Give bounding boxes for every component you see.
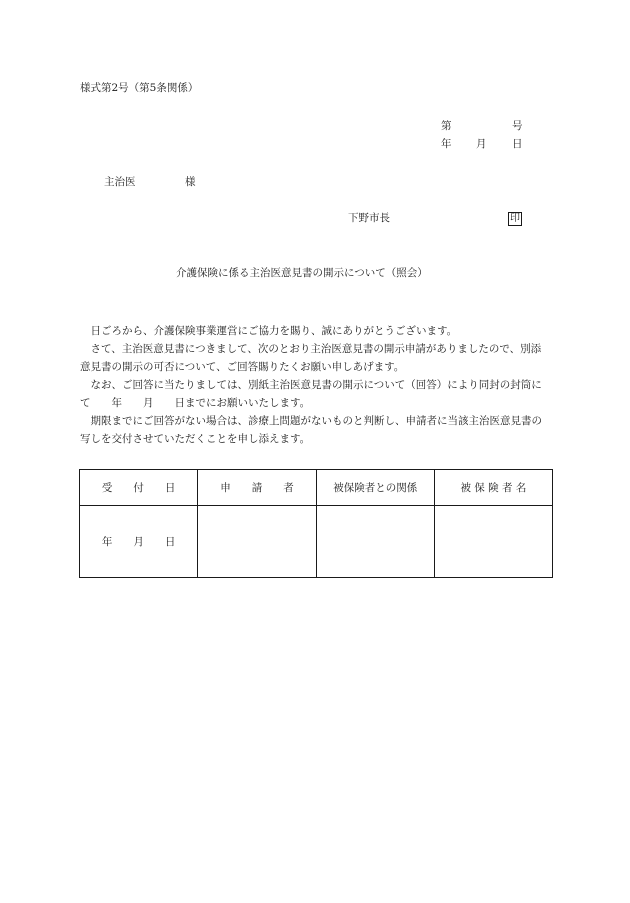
- table-header-row: [80, 470, 553, 506]
- cell-reception-date: 年 月 日: [80, 506, 198, 578]
- header-insured-name: 被 保 険 者 名: [434, 470, 552, 506]
- seal-mark: [508, 212, 522, 226]
- addressee-honorific: 様: [185, 176, 196, 188]
- sender-name: 下野市長: [348, 212, 390, 224]
- cell-applicant: [198, 506, 316, 578]
- application-table: [79, 469, 553, 578]
- doc-number-dai: 第: [441, 120, 452, 132]
- body-paragraph-4: 期限までにご回答がない場合は、診療上問題がないものと判断し、申請者に当該主治医意見書の写しを交付させていただくことを申し添えます。: [80, 415, 542, 445]
- date-day: 日: [512, 138, 523, 150]
- header-relationship: 被保険者との関係: [316, 470, 434, 506]
- cell-insured-name: [434, 506, 552, 578]
- cell-relationship: [316, 506, 434, 578]
- addressee-title: 主治医: [104, 176, 136, 188]
- body-paragraph-1: 日ごろから、介護保険事業運営にご協力を賜り、誠にありがとうございます。: [80, 325, 458, 337]
- header-applicant: 申 請 者: [198, 470, 316, 506]
- body-paragraph-2: さて、主治医意見書につきまして、次のとおり主治医意見書の開示申請がありましたので、別添意見書の開示の可否について、ご回答賜りたくお願い申しあげます。: [80, 343, 542, 373]
- date-month: 月: [476, 138, 487, 150]
- header-reception-date: 受 付 日: [80, 470, 198, 506]
- subject-title: 介護保険に係る主治医意見書の開示について（照会）: [176, 267, 428, 279]
- body-text: [80, 322, 550, 448]
- doc-number-go: 号: [512, 120, 523, 132]
- date-year: 年: [441, 138, 452, 150]
- form-number: 様式第2号（第5条関係）: [80, 82, 199, 94]
- seal-label: 印: [510, 213, 520, 224]
- body-paragraph-3: なお、ご回答に当たりましては、別紙主治医意見書の開示について（回答）により同封の封筒にて 年 月 日までにお願いいたします。: [80, 379, 542, 409]
- table-row: [80, 506, 553, 578]
